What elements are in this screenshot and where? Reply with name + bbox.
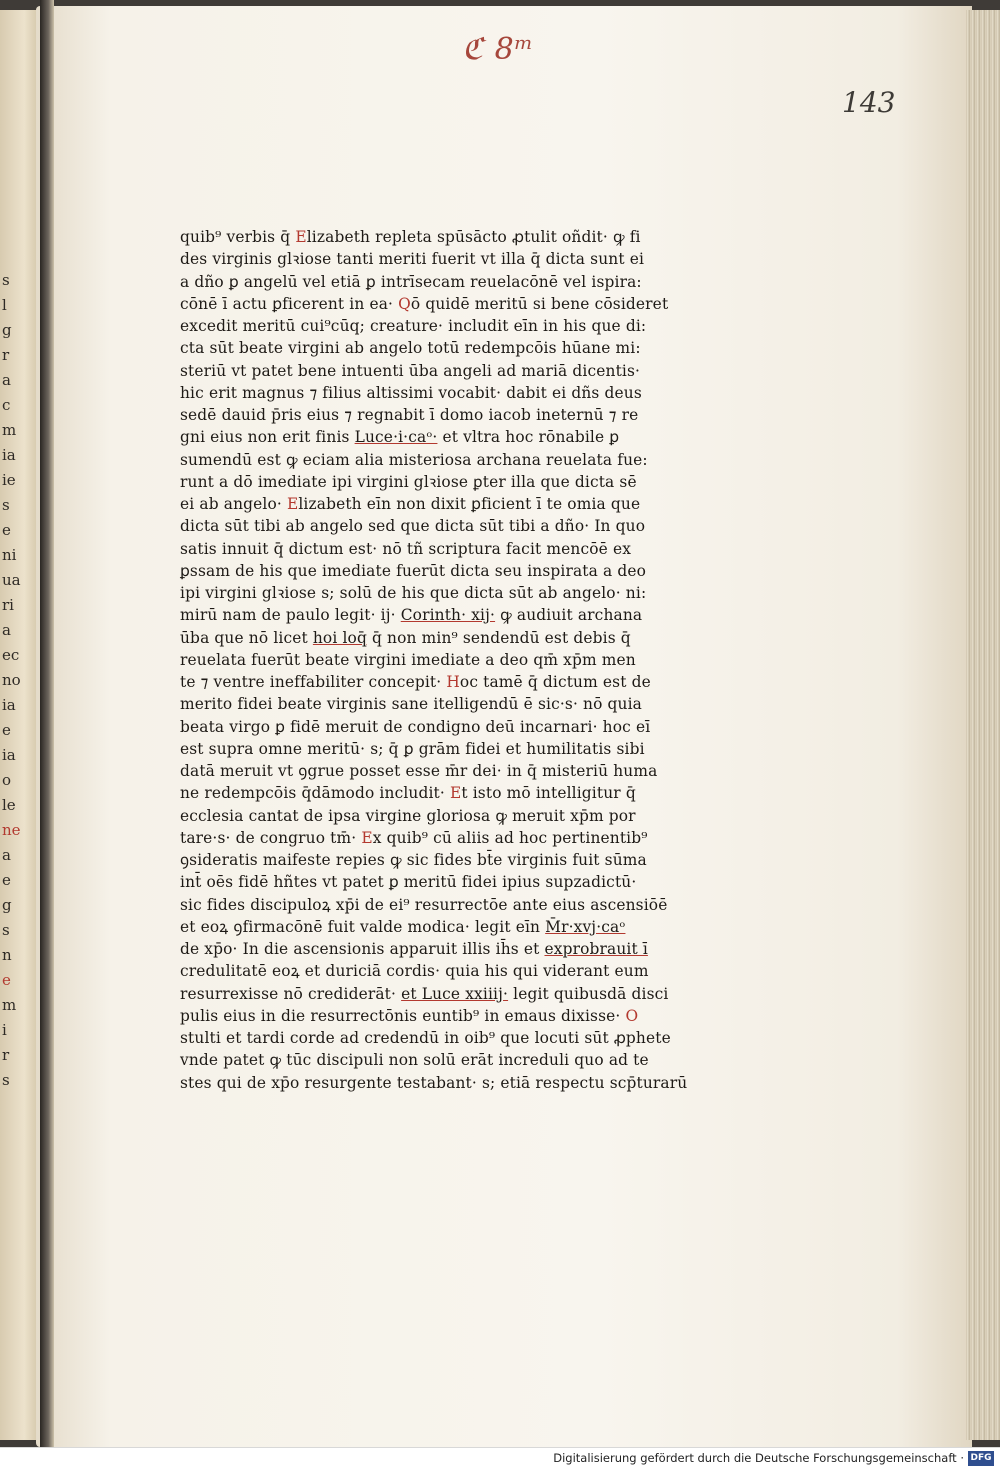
text-segment: de xp̄o· In die ascensionis apparuit illis ih̄s et — [180, 940, 545, 958]
left-page-fragment: s — [2, 1071, 10, 1089]
text-segment: steriū vt patet bene intuenti ūba angeli ad mariā dicentis· — [180, 361, 641, 380]
left-page-fragment: r — [2, 346, 10, 364]
left-page-fragment: ie — [2, 471, 16, 489]
footer-bar — [0, 1447, 1000, 1470]
text-segment: ꝯsideratis maifeste repies ꝙ sic fides bt̄e virginis fuit sūma — [180, 851, 647, 869]
text-segment: gni eius non erit finis — [180, 428, 355, 447]
text-segment: est supra omne meritū· s; q̄ ꝑ grām fidei et humilitatis sibi — [180, 739, 645, 758]
text-line — [180, 983, 740, 1005]
text-line — [180, 938, 740, 960]
text-line — [180, 515, 740, 537]
left-page-fragment: o — [2, 771, 12, 789]
left-page-fragment: ni — [2, 546, 17, 564]
text-line — [180, 1005, 740, 1027]
underlined-citation: M̄r·xvj·caᵒ — [545, 917, 626, 936]
text-line — [180, 738, 740, 760]
text-segment: ō quidē meritū si bene cōsideret — [410, 294, 669, 313]
underlined-citation: hoi loq̄ — [312, 628, 367, 647]
rubricated-initial: E — [286, 495, 299, 513]
rubricated-initial: Q — [398, 294, 411, 313]
rubricated-initial: E — [361, 828, 373, 847]
text-segment: des virginis glꝛiose tanti meriti fuerit vt illa q̄ dicta sunt ei — [180, 250, 645, 269]
text-line — [180, 1072, 740, 1094]
folio-number: 143 — [842, 86, 896, 119]
rubricated-initial: E — [449, 784, 462, 803]
text-line — [180, 293, 740, 315]
funding-credit: Digitalisierung gefördert durch die Deutsche Forschungsgemeinschaft · — [553, 1451, 964, 1465]
text-line — [180, 271, 740, 293]
left-page-fragment: ia — [2, 746, 16, 764]
text-line — [180, 627, 740, 649]
text-segment: sumendū est ꝙ eciam alia misteriosa archana reuelata fue: — [180, 450, 648, 469]
left-page-fragment: g — [2, 321, 12, 339]
text-segment: ꝑssam de his que imediate fuerūt dicta seu inspirata a deo — [180, 561, 647, 580]
text-segment: stulti et tardi corde ad credendū in oib⁹ que locuti sūt ꝓphete — [180, 1029, 671, 1047]
text-line — [180, 248, 740, 270]
text-segment: ne redempcōis q̄dāmodo includit· — [180, 784, 450, 803]
text-segment: te ⁊ ventre ineffabiliter concepit· — [180, 673, 447, 691]
text-segment: cta sūt beate virgini ab angelo totū redempcōis hūane mi: — [180, 339, 641, 358]
underlined-citation: exprobrauit ī — [544, 940, 648, 958]
text-segment: tare·s· de congruo tm̄· — [180, 828, 362, 847]
text-segment: ei ab angelo· — [180, 495, 287, 513]
text-segment: q̄ non min⁹ sendendū est debis q̄ — [366, 628, 631, 647]
text-line — [180, 426, 740, 448]
left-page-fragment: ec — [2, 646, 20, 664]
underlined-citation: Corinth· xij· — [400, 606, 496, 625]
left-page-fragment: ia — [2, 696, 16, 714]
left-page-fragment: s — [2, 496, 10, 514]
text-segment: ꝙ audiuit archana — [495, 606, 643, 625]
left-page-fragment: a — [2, 371, 11, 389]
text-segment: int̄ oēs fidē hñtes vt patet ꝑ meritū fidei ipius supzadictū· — [180, 873, 637, 892]
text-line — [180, 805, 740, 827]
left-page-fragment: e — [2, 871, 11, 889]
left-page-fragment: c — [2, 396, 11, 414]
text-segment: runt a dō imediate ipi virgini glꝛiose ꝑter illa que dicta sē — [180, 472, 637, 491]
left-page-fragment: s — [2, 271, 10, 289]
left-page-fragment: ua — [2, 571, 21, 589]
text-line — [180, 337, 740, 359]
text-line — [180, 849, 740, 871]
text-segment: pulis eius in die resurrectōnis euntib⁹ in emaus dixisse· — [180, 1006, 626, 1025]
text-segment: excedit meritū cui⁹cūq; creature· includit eīn in his que di: — [180, 317, 647, 335]
text-line — [180, 1049, 740, 1071]
left-page-fragment: no — [2, 671, 21, 689]
text-line — [180, 471, 740, 493]
text-segment: vnde patet ꝙ tūc discipuli non solū erāt increduli quo ad te — [180, 1051, 649, 1070]
text-segment: t isto mō intelligitur q̄ — [461, 784, 636, 803]
left-page-fragment: a — [2, 846, 11, 864]
text-segment: a dño ꝑ angelū vel etiā ꝑ intrīsecam reuelacōnē vel ispira: — [180, 272, 642, 291]
text-line — [180, 404, 740, 426]
left-page-fragment: e — [2, 721, 11, 739]
text-block — [180, 226, 740, 1094]
rubricated-initial: E — [295, 228, 307, 246]
text-line — [180, 894, 740, 916]
left-page-fragment: m — [2, 996, 17, 1014]
text-segment: legit quibusdā disci — [508, 984, 669, 1003]
text-segment: mirū nam de paulo legit· ij· — [180, 606, 401, 625]
text-line — [180, 449, 740, 471]
left-page-fragment: e — [2, 971, 11, 989]
left-page-fragment: n — [2, 946, 12, 964]
page-stack-edge — [966, 10, 1000, 1440]
text-line — [180, 604, 740, 626]
left-page-fragment: i — [2, 1021, 7, 1039]
text-segment: ecclesia cantat de ipsa virgine gloriosa ꝙ meruit xp̄m por — [180, 806, 636, 825]
text-line — [180, 960, 740, 982]
text-line — [180, 716, 740, 738]
text-segment: satis innuit q̄ dictum est· nō tñ scriptura facit mencōē ex — [180, 539, 632, 558]
left-page-fragment: l — [2, 296, 7, 314]
underlined-citation: Luce·i·caᵒ· — [354, 428, 438, 447]
underlined-citation: et Luce xxiiij· — [401, 984, 509, 1003]
left-page-fragment: r — [2, 1046, 10, 1064]
left-page-fragment: ia — [2, 446, 16, 464]
text-segment: ipi virgini glꝛiose s; solū de his que dicta sūt ab angelo· ni: — [180, 584, 647, 602]
text-line — [180, 671, 740, 693]
text-line — [180, 560, 740, 582]
rubricated-initial: O — [625, 1006, 639, 1025]
text-line — [180, 582, 740, 604]
left-page-fragment: le — [2, 796, 16, 814]
text-segment: x quib⁹ cū aliis ad hoc pertinentib⁹ — [372, 828, 648, 847]
text-segment: cōnē ī actu ꝑficerent in ea· — [180, 294, 399, 313]
text-line — [180, 493, 740, 515]
text-segment: reuelata fuerūt beate virgini imediate a deo qm̄ xp̄m men — [180, 650, 636, 669]
text-line — [180, 760, 740, 782]
text-segment: lizabeth repleta spūsācto ꝓtulit oñdit· ꝙ fi — [306, 228, 641, 246]
text-line — [180, 871, 740, 893]
text-segment: quib⁹ verbis q̄ — [180, 228, 296, 246]
dfg-logo: DFG — [968, 1451, 994, 1466]
text-segment: resurrexisse nō crediderāt· — [180, 984, 402, 1003]
book-gutter — [40, 0, 54, 1447]
text-segment: stes qui de xp̄o resurgente testabant· s; etiā respectu scp̄turarū — [180, 1073, 688, 1092]
text-line — [180, 827, 740, 849]
text-line — [180, 649, 740, 671]
left-page-fragment: ri — [2, 596, 14, 614]
text-segment: ūba que nō licet — [180, 628, 313, 647]
text-line — [180, 315, 740, 337]
text-segment: lizabeth eīn non dixit ꝑficient ī te omia que — [298, 495, 641, 513]
shelfmark-annotation: ℭ 8ᵐ — [462, 32, 535, 67]
left-page-fragment: s — [2, 921, 10, 939]
text-line — [180, 782, 740, 804]
text-line — [180, 382, 740, 404]
left-page-fragment: ne — [2, 821, 21, 839]
text-segment: credulitatē eoꝝ et duriciā cordis· quia his qui viderant eum — [180, 962, 649, 981]
text-segment: beata virgo ꝑ fidē meruit de condigno deū incarnari· hoc eī — [180, 717, 651, 736]
text-segment: et vltra hoc rōnabile ꝑ — [437, 428, 620, 447]
left-page-fragment: a — [2, 621, 11, 639]
text-line — [180, 916, 740, 938]
text-line — [180, 226, 740, 248]
text-line — [180, 538, 740, 560]
text-line — [180, 1027, 740, 1049]
text-segment: sedē dauid p̄ris eius ⁊ regnabit ī domo iacob ineternū ⁊ re — [180, 406, 639, 424]
left-page-fragment: m — [2, 421, 17, 439]
rubricated-initial: H — [446, 673, 460, 691]
text-segment: et eoꝝ ꝯfirmacōnē fuit valde modica· legit eīn — [180, 917, 546, 936]
text-segment: dicta sūt tibi ab angelo sed que dicta sūt tibi a dño· In quo — [180, 517, 646, 536]
text-segment: datā meruit vt ꝯgrue posset esse m̄r dei· in q̄ misteriū huma — [180, 762, 658, 780]
left-page-fragment: g — [2, 896, 12, 914]
text-segment: merito fidei beate virginis sane itelligendū ē sic·s· nō quia — [180, 695, 643, 714]
text-segment: hic erit magnus ⁊ filius altissimi vocabit· dabit ei dñs deus — [180, 383, 642, 402]
text-line — [180, 693, 740, 715]
text-segment: sic fides discipuloꝝ xp̄i de ei⁹ resurrectōe ante eius ascensiōē — [180, 895, 668, 914]
left-page-fragment: e — [2, 521, 11, 539]
text-segment: oc tamē q̄ dictum est de — [459, 673, 651, 691]
text-line — [180, 360, 740, 382]
